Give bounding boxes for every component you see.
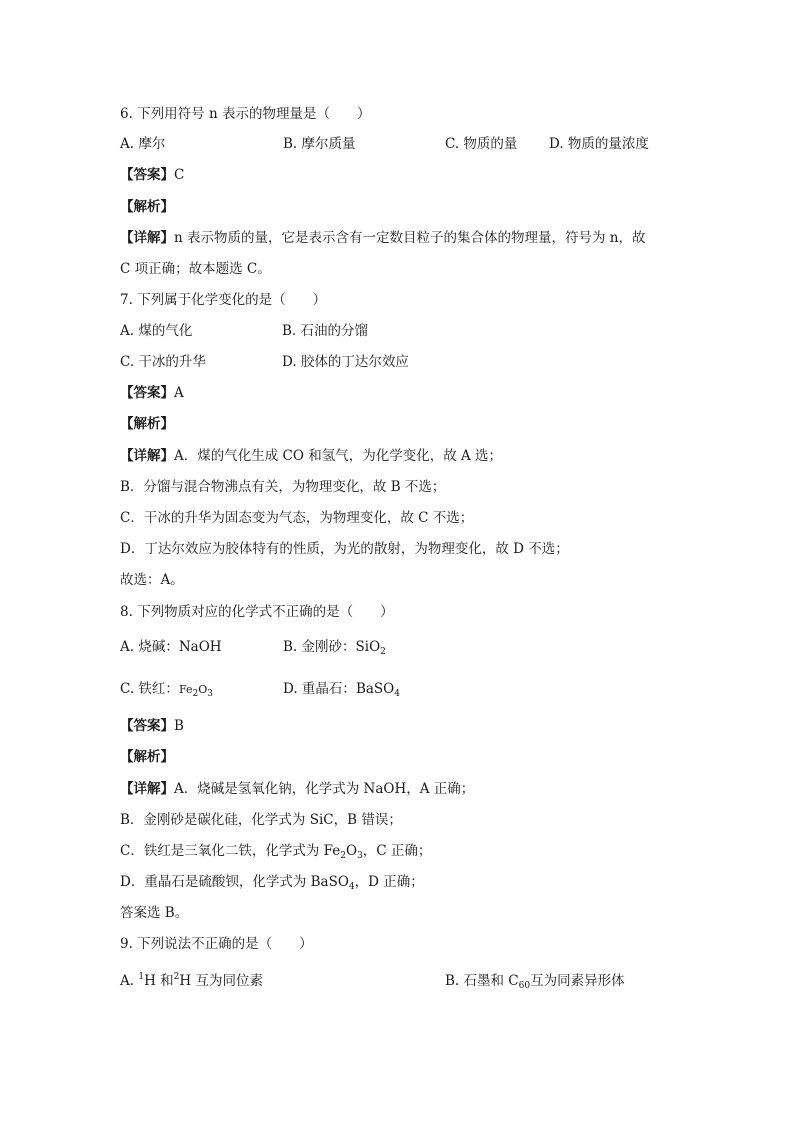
option-text: H 互为同位素 [179, 973, 263, 989]
option-label: A. 烧碱： [120, 639, 179, 655]
q7-analysis-tag: 【解析】 [120, 416, 174, 432]
q7-detail-line-3: C．干冰的升华为固态变为气态，为物理变化，故 C 不选； [120, 510, 474, 526]
formula: BaSO [355, 681, 395, 697]
detail-tag: 【详解】 [120, 448, 174, 464]
q8-option-d [283, 680, 400, 698]
q7-option-d: D. 胶体的丁达尔效应 [282, 354, 409, 370]
detail-text: n 表示物质的量，它是表示含有一定数目粒子的集合体的物理量，符号为 n，故 [174, 230, 646, 246]
answer-tag: 【答案】 [120, 385, 174, 401]
detail-text: A．烧碱是氢氧化钠，化学式为 NaOH，A 正确； [174, 781, 475, 797]
detail-tag: 【详解】 [120, 230, 174, 246]
q7-detail-line-1 [120, 447, 502, 465]
q8-detail-line-2: B．金刚砂是碳化硅，化学式为 SiC，B 错误； [120, 812, 402, 828]
q7-detail-line-2: B．分馏与混合物沸点有关，为物理变化，故 B 不选； [120, 479, 446, 495]
q9-stem: 9. 下列说法不正确的是（ ） [120, 936, 313, 952]
q8-option-a [120, 638, 222, 656]
subscript: 2 [380, 647, 386, 657]
q6-option-c: C. 物质的量 [445, 136, 518, 152]
q7-option-b: B. 石油的分馏 [282, 323, 369, 339]
q9-option-a [120, 972, 263, 990]
answer-tag: 【答案】 [120, 167, 174, 183]
subscript: 4 [348, 882, 355, 892]
option-text: B. 石墨和 C [445, 973, 519, 989]
q7-stem: 7. 下列属于化学变化的是（ ） [120, 292, 327, 308]
detail-text: ，D 正确； [354, 874, 424, 890]
superscript: 1 [138, 972, 145, 982]
formula: NaOH [178, 639, 222, 655]
q7-conclusion: 故选：A。 [120, 572, 184, 588]
q8-detail-line-1 [120, 780, 474, 798]
q7-detail-line-4: D．丁达尔效应为胶体特有的性质，为光的散射，为物理变化，故 D 不选； [120, 541, 569, 557]
detail-text: O [345, 843, 358, 859]
q6-stem: 6. 下列用符号 n 表示的物理量是（ ） [120, 106, 371, 122]
option-text: 互为同素异形体 [530, 973, 625, 989]
q7-option-c: C. 干冰的升华 [120, 354, 206, 370]
q6-option-b: B. 摩尔质量 [283, 136, 356, 152]
q8-option-b [283, 638, 386, 656]
q8-detail-line-4 [120, 873, 424, 891]
q8-option-c [120, 680, 213, 699]
formula-fe: Fe [178, 683, 193, 696]
answer-value: A [174, 385, 184, 401]
subscript: 2 [192, 689, 199, 699]
detail-tag: 【详解】 [120, 781, 174, 797]
detail-text: ，C 正确； [362, 843, 432, 859]
detail-text: C．铁红是三氧化二铁，化学式为 Fe [120, 843, 341, 859]
q7-answer [120, 384, 184, 402]
q9-option-b [445, 972, 625, 990]
subscript: 2 [340, 851, 346, 861]
superscript: 2 [173, 972, 180, 982]
subscript: 4 [394, 689, 400, 699]
q8-conclusion: 答案选 B。 [120, 905, 189, 921]
detail-text: D．重晶石是硫酸钡，化学式为 BaSO [120, 874, 349, 890]
q8-stem: 8. 下列物质对应的化学式不正确的是（ ） [120, 604, 394, 620]
subscript: 60 [518, 981, 531, 991]
q8-analysis-tag: 【解析】 [120, 749, 174, 765]
answer-value: B [174, 718, 184, 734]
q7-option-a: A. 煤的气化 [120, 323, 193, 339]
q6-option-a: A. 摩尔 [120, 136, 166, 152]
option-label: D. 重晶石： [283, 681, 356, 697]
detail-text: A．煤的气化生成 CO 和氢气，为化学变化，故 A 选； [174, 448, 503, 464]
option-label: A. [120, 973, 135, 989]
q6-analysis-tag: 【解析】 [120, 199, 174, 215]
subscript: 3 [207, 689, 213, 699]
q6-answer [120, 166, 184, 184]
formula: SiO [355, 639, 381, 655]
formula-o: O [198, 683, 208, 696]
q8-answer [120, 717, 184, 735]
subscript: 3 [357, 851, 363, 861]
q6-detail-line-1 [120, 229, 645, 247]
answer-tag: 【答案】 [120, 718, 174, 734]
option-label: B. 金刚砂： [283, 639, 356, 655]
q6-option-d: D. 物质的量浓度 [549, 136, 649, 152]
answer-value: C [174, 167, 185, 183]
option-label: C. 铁红： [120, 681, 179, 697]
q8-detail-line-3 [120, 842, 431, 860]
q6-detail-line-2: C 项正确；故本题选 C。 [120, 261, 271, 277]
option-text: H 和 [144, 973, 174, 989]
